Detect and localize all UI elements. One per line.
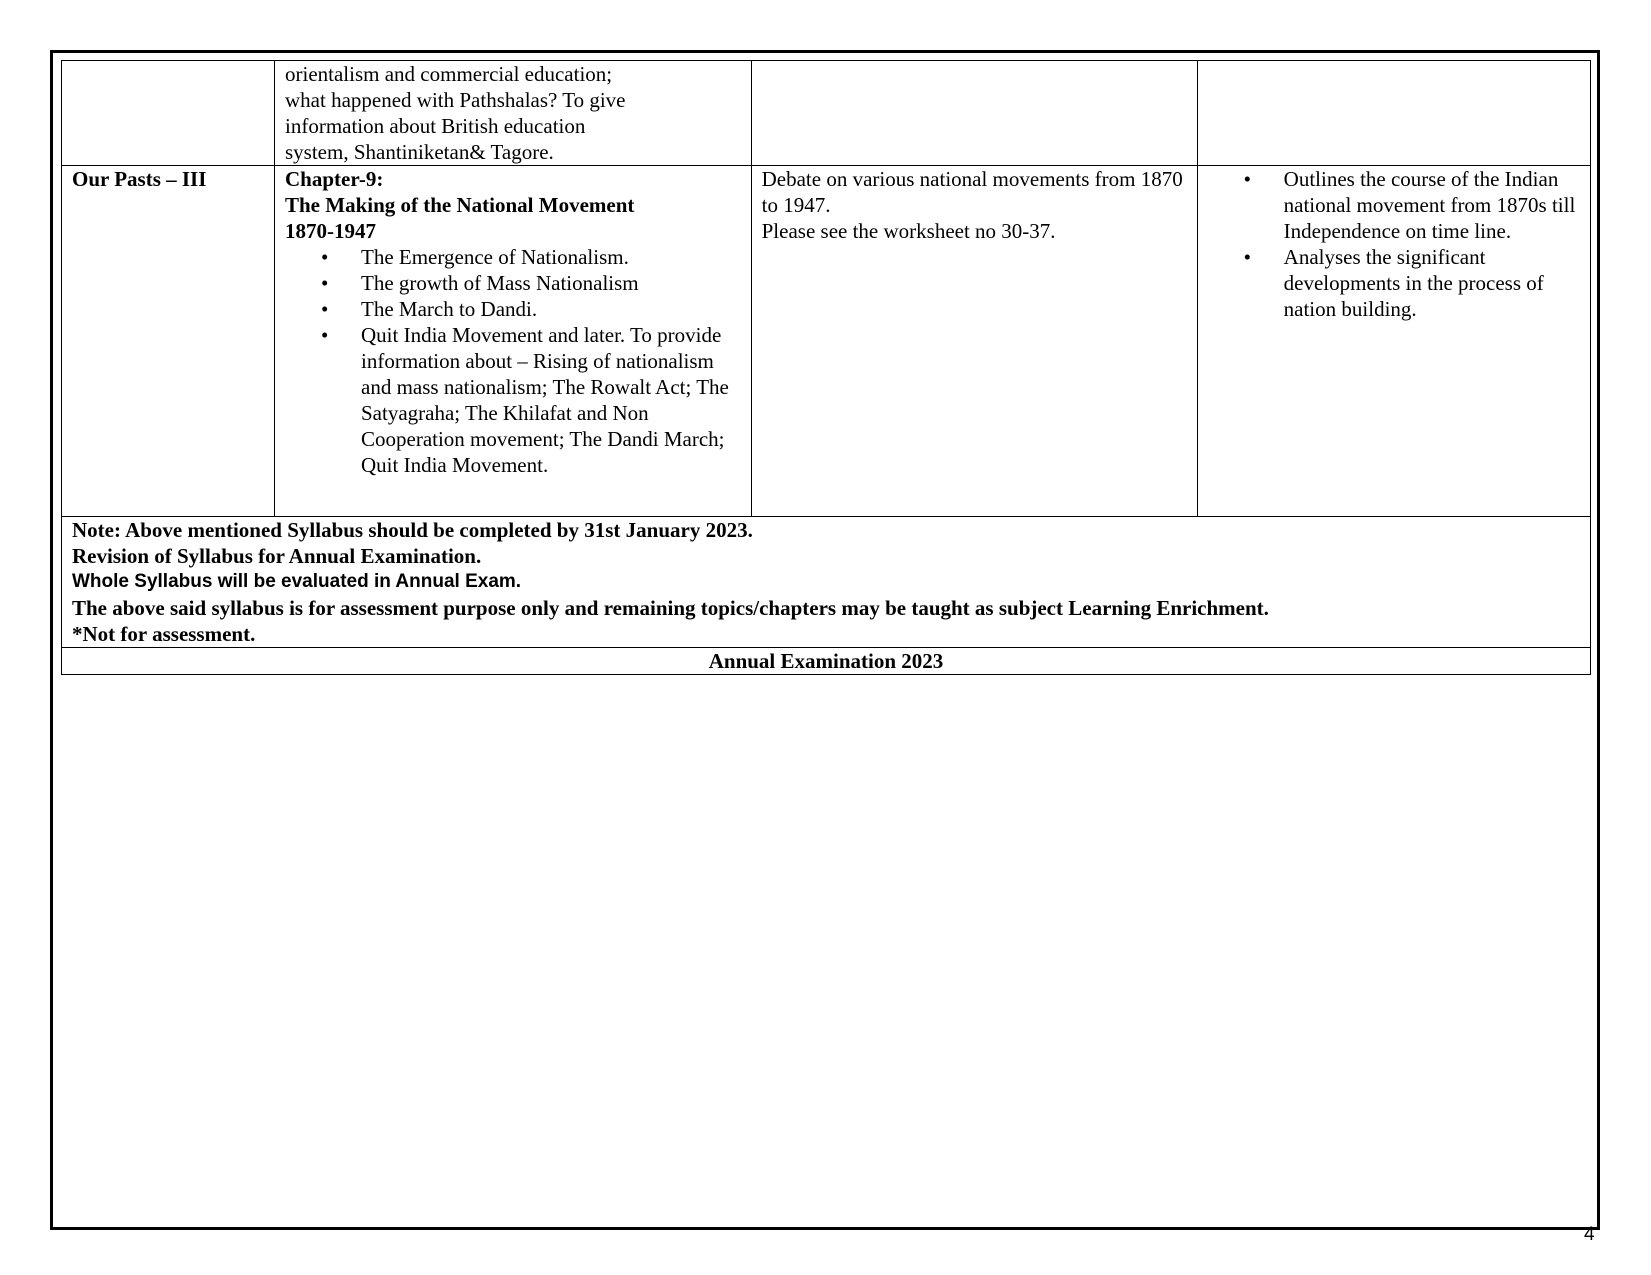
- topics-cell: [275, 166, 752, 517]
- list-item: • Analyses the significant developments in the process of nation building.: [1198, 244, 1582, 322]
- book-cell: [62, 166, 275, 517]
- annual-exam-heading: Annual Examination 2023: [62, 648, 1591, 675]
- syllabus-table: [61, 60, 1591, 675]
- list-item: • The growth of Mass Nationalism: [285, 270, 741, 296]
- activity-cell: [751, 61, 1197, 166]
- list-item: • The March to Dandi.: [285, 296, 741, 322]
- book-title: Our Pasts – III: [72, 167, 207, 191]
- outcome-list: [1198, 166, 1582, 322]
- activity-cell: [751, 166, 1197, 517]
- chapter-years: 1870-1947: [285, 219, 376, 243]
- note-line: The above said syllabus is for assessment purpose only and remaining topics/chapters may be taught as subject Learning Enrichment.: [72, 596, 1269, 620]
- list-item: • Outlines the course of the Indian national movement from 1870s till Independence on time line.: [1198, 166, 1582, 244]
- table-row: [62, 517, 1591, 648]
- activity-text: Debate on various national movements from 1870 to 1947.: [761, 167, 1183, 217]
- continuation-line: orientalism and commercial education;: [285, 62, 613, 86]
- topic-list: [285, 244, 741, 478]
- topics-cell: [275, 61, 752, 166]
- continuation-line: what happened with Pathshalas? To give: [285, 88, 626, 112]
- list-item: • Quit India Movement and later. To provide information about – Rising of nationalism and mass nationalism; The Rowalt Act; The Satyagraha; The Khilafat and Non Cooperation movement; The Dandi March; Quit India Movement.: [285, 322, 741, 478]
- note-line: Whole Syllabus will be evaluated in Annual Exam.: [72, 571, 522, 592]
- continuation-line: information about British education: [285, 114, 586, 138]
- chapter-label: Chapter-9:: [285, 167, 384, 191]
- notes-cell: [62, 517, 1591, 648]
- continuation-line: system, Shantiniketan& Tagore.: [285, 140, 554, 164]
- activity-text: Please see the worksheet no 30-37.: [761, 219, 1056, 243]
- chapter-title: The Making of the National Movement: [285, 193, 635, 217]
- outcomes-cell: [1197, 166, 1590, 517]
- table-row: [62, 166, 1591, 517]
- note-line: *Not for assessment.: [72, 622, 256, 646]
- book-cell: [62, 61, 275, 166]
- table-row: [62, 61, 1591, 166]
- page-number: 4: [1584, 1224, 1595, 1245]
- list-item: • The Emergence of Nationalism.: [285, 244, 741, 270]
- page-frame: [50, 50, 1600, 1230]
- note-line: Revision of Syllabus for Annual Examination.: [72, 544, 482, 568]
- outcomes-cell: [1197, 61, 1590, 166]
- note-line: Note: Above mentioned Syllabus should be completed by 31st January 2023.: [72, 518, 753, 542]
- table-row: [62, 648, 1591, 675]
